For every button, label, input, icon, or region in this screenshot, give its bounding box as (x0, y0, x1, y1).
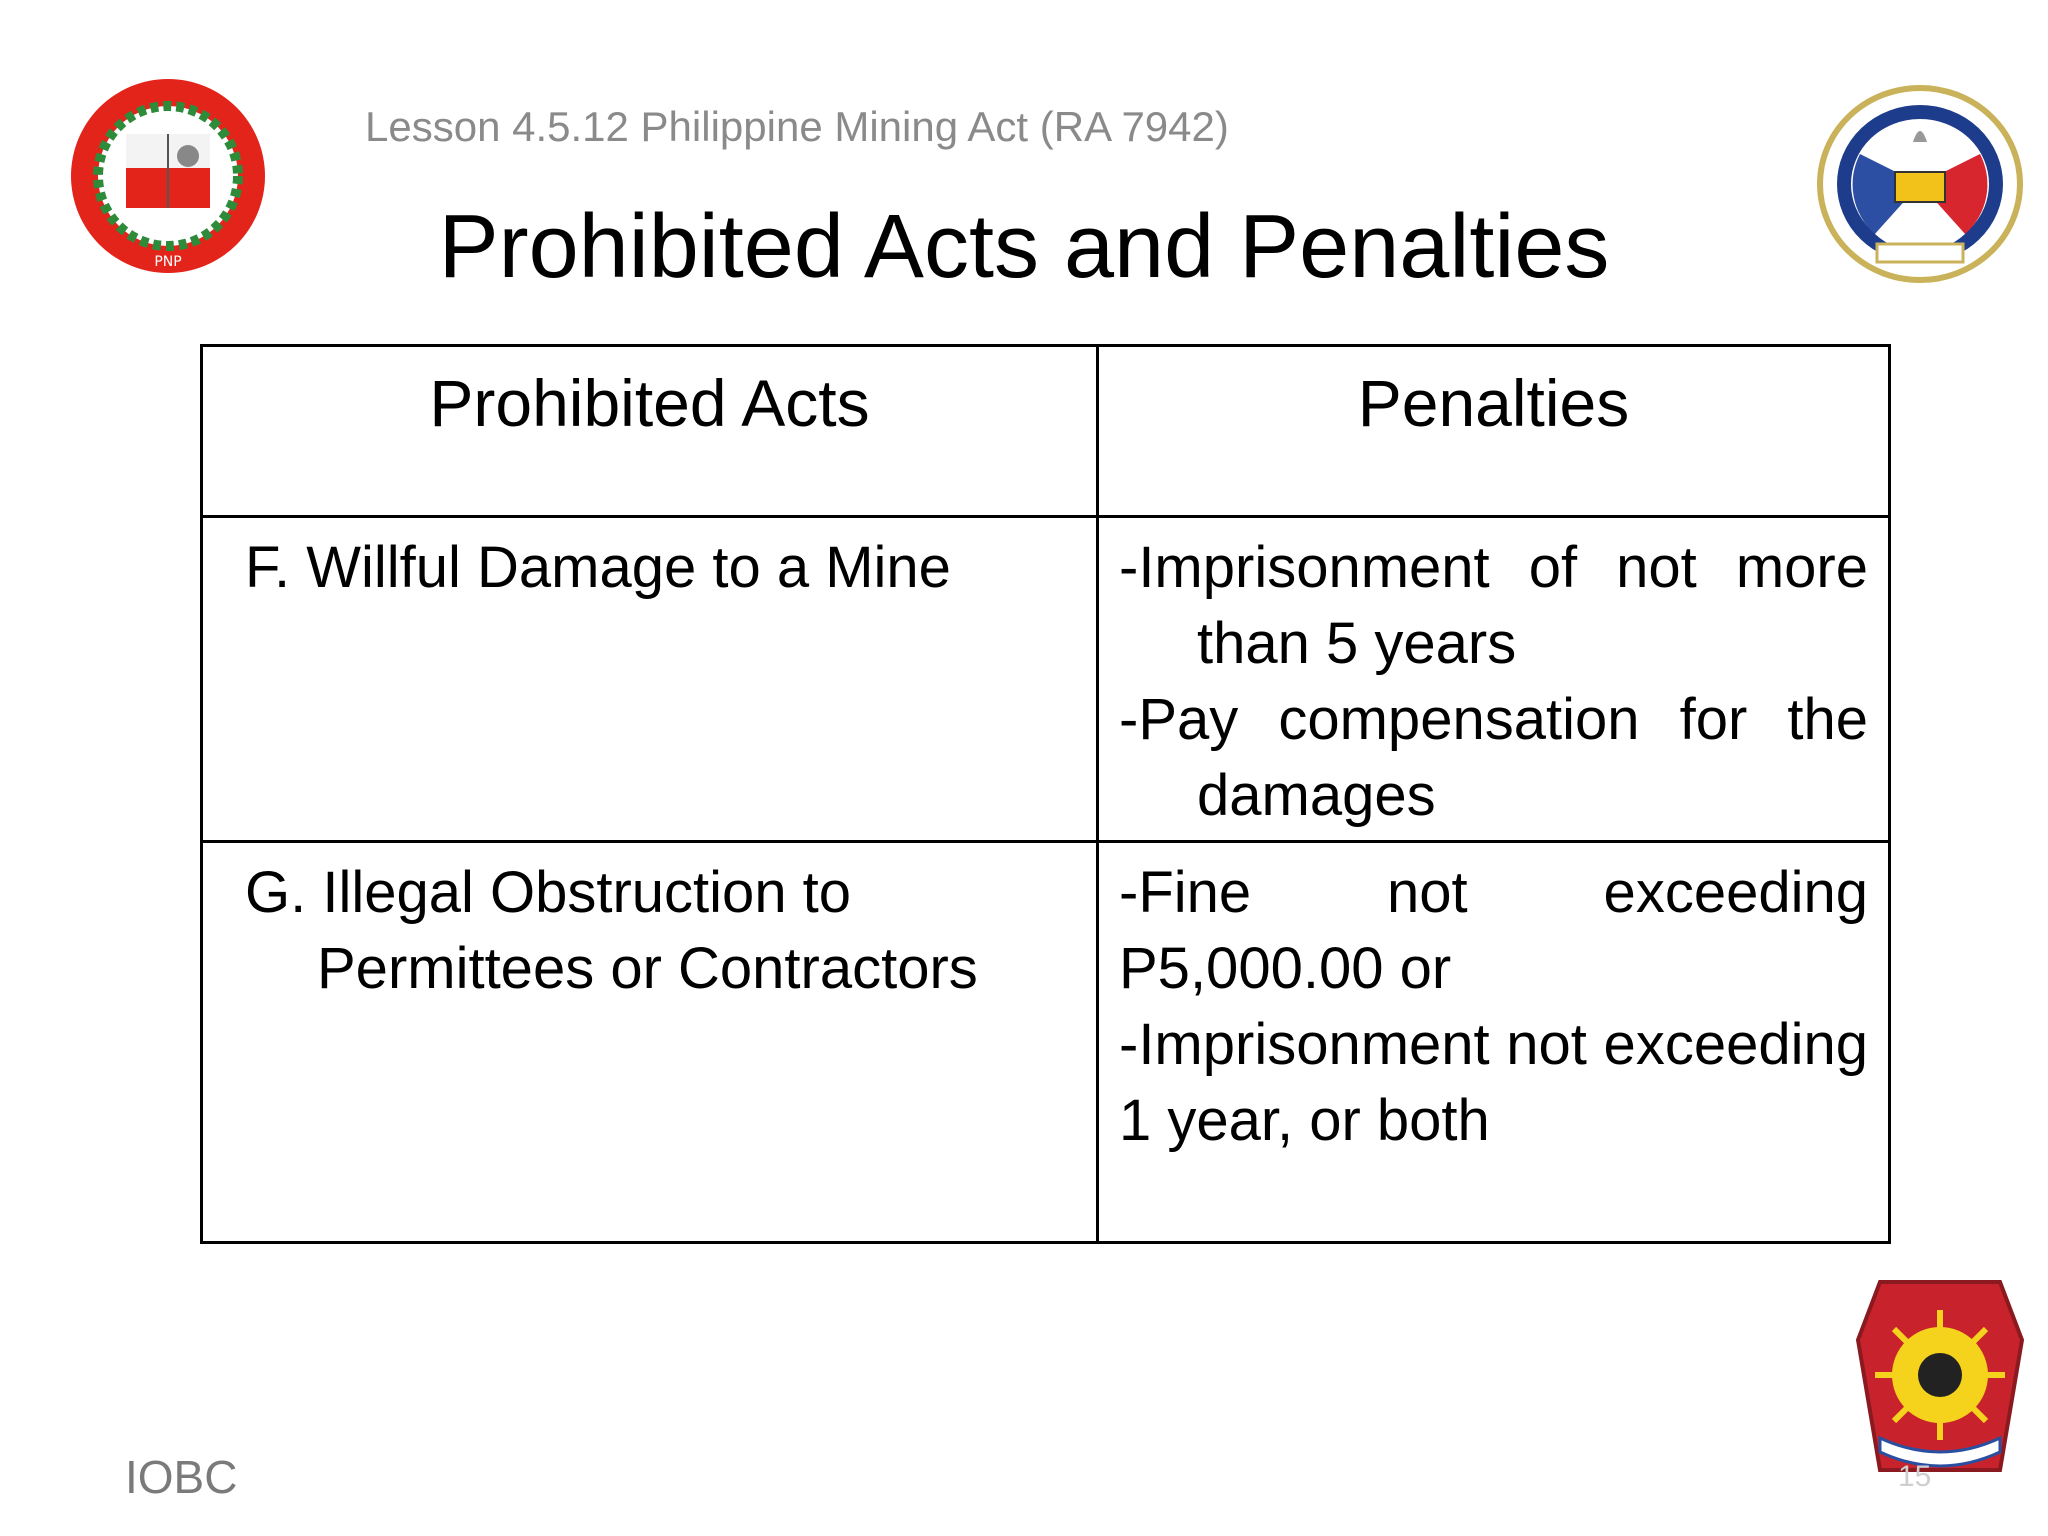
footer-label: IOBC (125, 1451, 238, 1503)
penalty-item: -Fine not exceeding P5,000.00 or (1119, 860, 1868, 1001)
prohibited-act-text: F. Willful Damage to a Mine (245, 535, 951, 600)
penalty-cell (1098, 842, 1890, 1243)
penalty-cell (1098, 517, 1890, 842)
prohibited-act-text: G. Illegal Obstruction to Permittees or Contractors (245, 860, 978, 1001)
table-row (202, 842, 1890, 1243)
prohibited-act-cell (202, 517, 1098, 842)
column-header-penalties: Penalties (1098, 346, 1890, 517)
prohibited-act-cell (202, 842, 1098, 1243)
penalty-item: -Imprisonment not exceeding 1 year, or both (1119, 1012, 1868, 1153)
lesson-subtitle: Lesson 4.5.12 Philippine Mining Act (RA 7942) (365, 103, 1229, 150)
slide-title: Prohibited Acts and Penalties (438, 197, 1610, 297)
page-number: 15 (1898, 1460, 1932, 1493)
penalty-item: -Pay compensation for the damages (1119, 687, 1868, 828)
philippine-national-police-badge-logo (1850, 1270, 2030, 1490)
svg-text:PNP: PNP (154, 254, 182, 270)
table-header-row (202, 346, 1890, 517)
prohibited-acts-penalties-table (200, 344, 1891, 1244)
penalty-item: -Imprisonment of not more than 5 years (1119, 535, 1868, 676)
column-header-prohibited-acts: Prohibited Acts (202, 346, 1098, 517)
table-row (202, 517, 1890, 842)
philippine-national-police-badge-icon (1850, 1270, 2030, 1490)
